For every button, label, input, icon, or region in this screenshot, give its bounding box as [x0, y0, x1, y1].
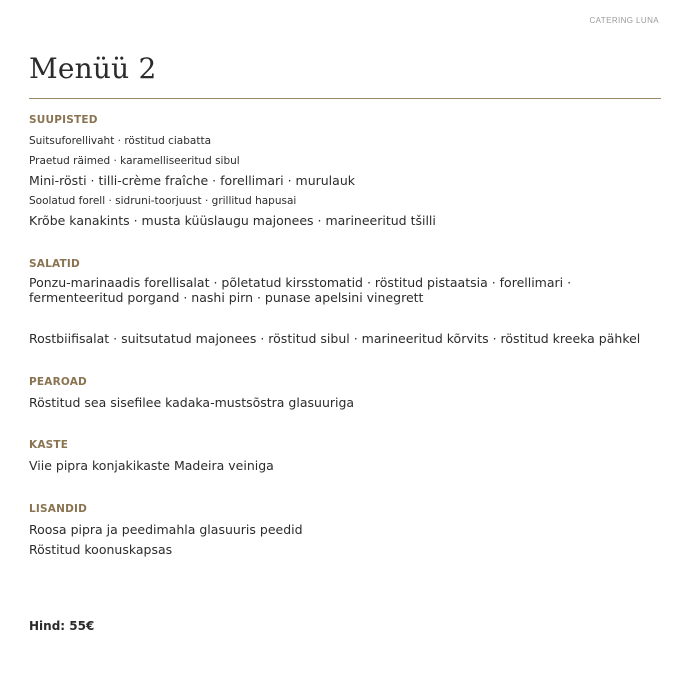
section-pearoad [29, 376, 659, 413]
menu-item: Krõbe kanakints · musta küüslaugu majonees · marineeritud tšilli [29, 213, 436, 228]
section-heading: KASTE [29, 439, 69, 451]
menu-item: Röstitud sea sisefilee kadaka-mustsõstra glasuuriga [29, 395, 355, 410]
section-salatid [29, 258, 659, 349]
menu-item: Praetud räimed · karamelliseeritud sibul [29, 155, 240, 167]
menu-item: Ponzu-marinaadis forellisalat · põletatud kirsstomatid · röstitud pistaatsia · forellimari · fermenteeritud porgand · nashi pirn · punase apelsini vinegrett [29, 275, 572, 305]
section-heading: SALATID [29, 258, 80, 270]
price-value: 55€ [69, 619, 95, 633]
section-suupisted [29, 114, 659, 231]
menu-item: Mini-rösti · tilli-crème fraîche · forellimari · murulauk [29, 173, 355, 188]
title-divider [29, 98, 661, 99]
section-heading: LISANDID [29, 503, 88, 515]
menu-item: Rostbiifisalat · suitsutatud majonees · röstitud sibul · marineeritud kõrvits · röstitud kreeka pähkel [29, 331, 641, 346]
section-heading: PEAROAD [29, 376, 87, 388]
page-title: Menüü 2 [29, 52, 157, 85]
price-label: Hind: [29, 619, 66, 633]
menu-item: Roosa pipra ja peedimahla glasuuris peedid [29, 522, 303, 537]
section-kaste [29, 439, 659, 476]
menu-item: Suitsuforellivaht · röstitud ciabatta [29, 135, 212, 147]
section-lisandid [29, 503, 659, 560]
menu-item: Viie pipra konjakikaste Madeira veiniga [29, 458, 274, 473]
price [29, 619, 94, 633]
menu-item: Soolatud forell · sidruni-toorjuust · grillitud hapusai [29, 195, 297, 207]
section-heading: SUUPISTED [29, 114, 98, 126]
menu-item: Röstitud koonuskapsas [29, 542, 173, 557]
brand-label: CATERING LUNA [589, 16, 659, 25]
